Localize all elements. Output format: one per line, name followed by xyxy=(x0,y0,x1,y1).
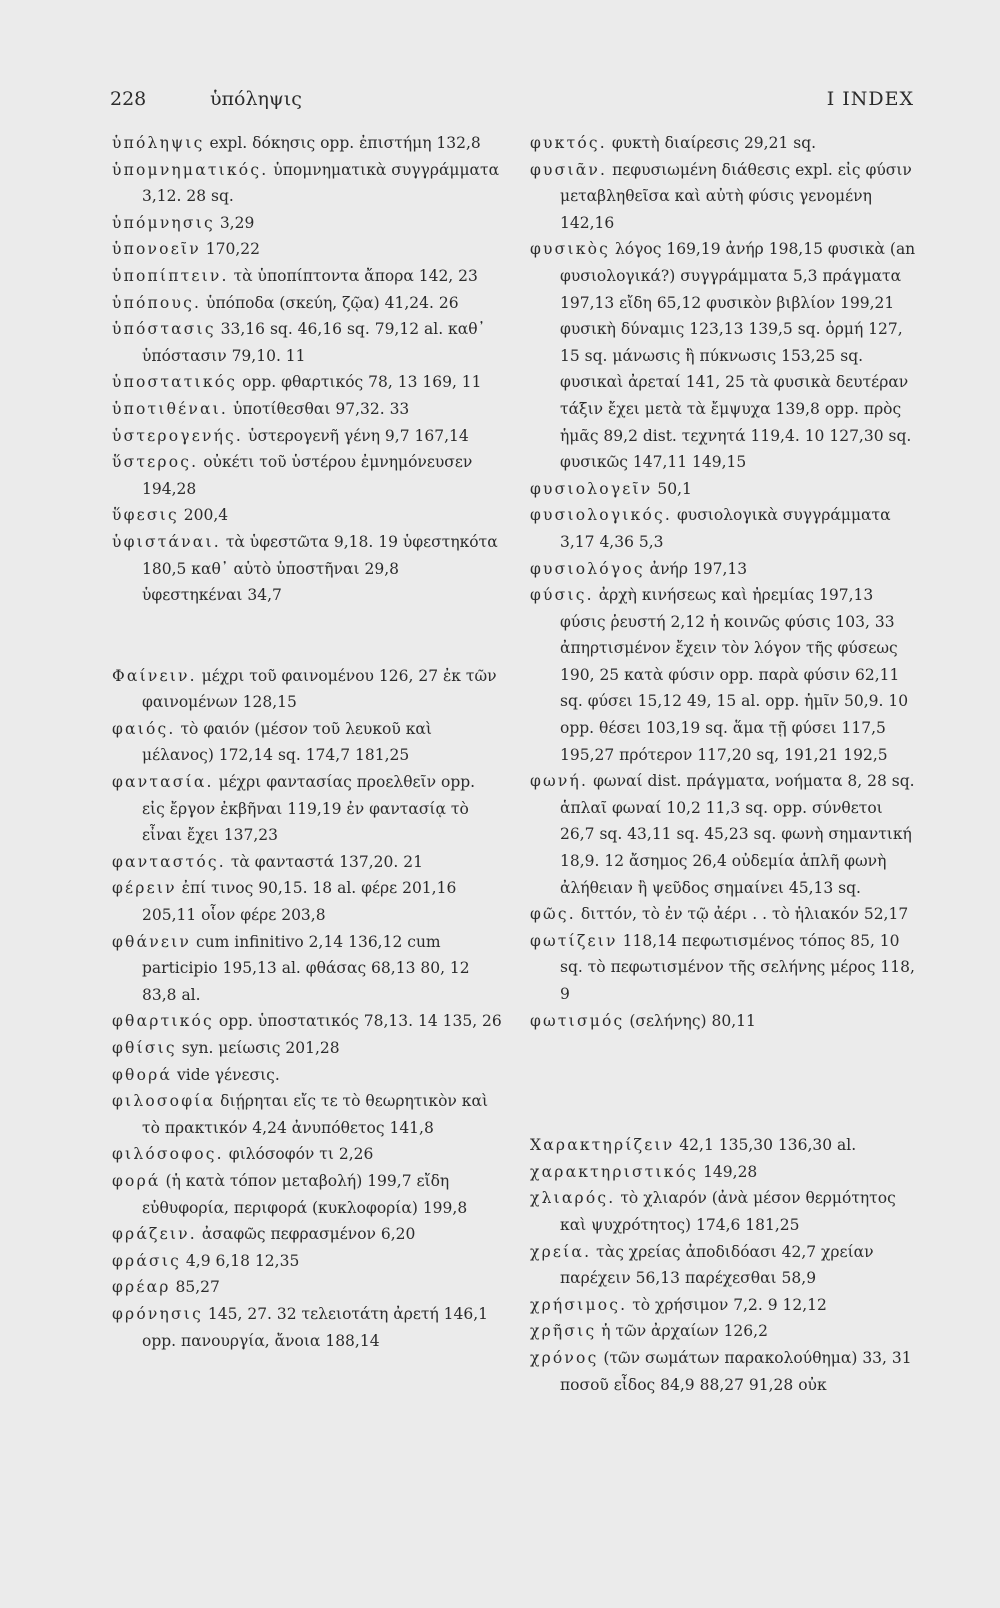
index-entry xyxy=(530,1159,918,1186)
index-entry xyxy=(112,263,502,290)
index-entry xyxy=(530,1132,918,1159)
index-entry xyxy=(530,502,918,555)
index-entry xyxy=(112,1088,502,1141)
entry-lemma: χρήσιμος. xyxy=(530,1295,628,1314)
entry-text: ὑπόποδα (σκεύη, ζῷα) 41,24. 26 xyxy=(206,293,459,312)
entry-lemma: φαντασία. xyxy=(112,773,214,792)
entry-lemma: φορά xyxy=(112,1171,161,1190)
section-title: I INDEX xyxy=(826,88,914,110)
index-entry xyxy=(530,556,918,583)
index-entry xyxy=(112,1221,502,1248)
entry-text: διττόν, τὸ ἐν τῷ ἀέρι . . τὸ ἡλιακόν 52,17 xyxy=(580,905,909,924)
index-entry xyxy=(112,157,502,210)
entry-text: τὸ φαιόν (μέσον τοῦ λευκοῦ καὶ μέλανος) 172,14 sq. 174,7 181,25 xyxy=(142,719,432,765)
entry-lemma: φθίσις xyxy=(112,1039,177,1057)
index-entry xyxy=(112,663,502,716)
entry-text: syn. μείωσις 201,28 xyxy=(181,1039,340,1057)
entry-lemma: ὑφιστάναι. xyxy=(112,532,221,551)
entry-lemma: φυσιᾶν. xyxy=(530,160,608,179)
index-entry xyxy=(112,449,502,502)
index-entry xyxy=(112,130,502,157)
index-entry xyxy=(112,875,502,928)
index-entry xyxy=(112,1141,502,1168)
entry-lemma: φωτίζειν xyxy=(530,931,618,950)
index-entry xyxy=(112,423,502,450)
index-entry xyxy=(530,1345,918,1398)
entry-lemma: ὕφεσις xyxy=(112,506,179,525)
entry-lemma: φιλόσοφος. xyxy=(112,1145,224,1164)
entry-lemma: φυσικὸς xyxy=(530,240,611,259)
index-entry xyxy=(530,157,918,237)
entry-text: 85,27 xyxy=(175,1278,220,1297)
entry-text: opp. φθαρτικός 78, 13 169, 11 xyxy=(242,373,482,392)
entry-text: τὰς χρείας ἀποδιδόασι 42,7 χρείαν παρέχειν 56,13 παρέχεσθαι 58,9 xyxy=(560,1242,874,1288)
entry-text: ὑποτίθεσθαι 97,32. 33 xyxy=(233,399,410,418)
index-entry xyxy=(530,901,918,928)
running-header xyxy=(110,88,914,120)
index-entry xyxy=(112,1062,502,1089)
entry-text: μέχρι φαντασίας προελθεῖν opp. εἰς ἔργον ἐκβῆναι 119,19 ἐν φαντασίᾳ τὸ εἶναι ἔχει 137,23 xyxy=(142,773,476,845)
entry-text: vide γένεσις. xyxy=(177,1065,280,1084)
index-entry xyxy=(112,1035,502,1062)
entry-text: τὸ χλιαρόν (ἀνὰ μέσον θερμότητος καὶ ψυχρότητος) 174,6 181,25 xyxy=(560,1189,896,1234)
index-entry xyxy=(530,1318,918,1345)
entry-text: ἡ τῶν ἀρχαίων 126,2 xyxy=(601,1322,768,1341)
left-column xyxy=(112,130,502,1354)
index-entry xyxy=(530,1185,918,1238)
entry-text: φιλόσοφόν τι 2,26 xyxy=(228,1145,374,1164)
entry-lemma: φθορά xyxy=(112,1065,173,1084)
index-entry xyxy=(112,290,502,317)
entry-text: 3,29 xyxy=(219,213,255,232)
index-entry xyxy=(112,716,502,769)
entry-lemma: φυσιολογεῖν xyxy=(530,479,653,498)
entry-text: expl. δόκησις opp. ἐπιστήμη 132,8 xyxy=(209,134,481,152)
entry-lemma: χρῆσις xyxy=(530,1322,597,1341)
entry-text: 149,28 xyxy=(703,1162,758,1181)
entry-lemma: ὑποστατικός xyxy=(112,373,238,392)
index-entry xyxy=(112,1008,502,1035)
entry-lemma: φανταστός. xyxy=(112,852,226,871)
entry-text: λόγος 169,19 ἀνήρ 198,15 φυσικὰ (an φυσιολογικά?) συγγράμματα 5,3 πράγματα 197,13 εἴδη 65,12 φυσικὸν βιβλίον 199,21 φυσικὴ δύναμις 123,13 139,5 sq. ὁρμή 127, 15 sq. μάνωσις ἢ πύκνωσις 153,25 sq. φυσικαὶ ἀρεταί 141, 25 τὰ φυσικὰ δευτέραν τάξιν ἔχει μετὰ τὰ ἔμψυχα 139,8 opp. πρὸς ἡμᾶς 89,2 dist. τεχνητά 119,4. 10 127,30 sq. φυσικῶς 147,11 149,15 xyxy=(560,240,916,472)
entry-lemma: φυκτός. xyxy=(530,134,607,152)
index-entry xyxy=(112,396,502,423)
entry-lemma: χαρακτηριστικός xyxy=(530,1162,699,1181)
entry-text: τὰ ὑποπίπτοντα ἄπορα 142, 23 xyxy=(233,266,478,285)
index-entry xyxy=(112,316,502,369)
entry-text: 4,9 6,18 12,35 xyxy=(185,1251,300,1270)
entry-lemma: χρόνος xyxy=(530,1348,599,1367)
entry-lemma: φθαρτικός xyxy=(112,1012,214,1031)
entry-lemma: Χαρακτηρίζειν xyxy=(530,1136,675,1155)
index-entry xyxy=(112,529,502,609)
entry-text: 42,1 135,30 136,30 al. xyxy=(679,1136,857,1155)
entry-lemma: φέρειν xyxy=(112,879,177,898)
index-entry xyxy=(530,130,918,157)
entry-text: ἀνήρ 197,13 xyxy=(649,559,748,578)
entry-lemma: ὑποπίπτειν. xyxy=(112,266,229,285)
entry-lemma: φωνή. xyxy=(530,772,589,791)
entry-text: (τῶν σωμάτων παρακολούθημα) 33, 31 ποσοῦ εἶδος 84,9 88,27 91,28 οὐκ xyxy=(560,1348,912,1394)
index-entry xyxy=(112,210,502,237)
index-entry xyxy=(112,369,502,396)
index-entry xyxy=(530,582,918,768)
entry-text: τὰ ὑφεστῶτα 9,18. 19 ὑφεστηκότα 180,5 καθ᾽ αὑτὸ ὑποστῆναι 29,8 ὑφεστηκέναι 34,7 xyxy=(142,532,498,605)
entry-lemma: φωτισμός xyxy=(530,1011,625,1030)
entry-text: 170,22 xyxy=(205,240,261,259)
entry-lemma: φθάνειν xyxy=(112,932,192,951)
entry-lemma: φυσιολογικός. xyxy=(530,506,672,525)
entry-text: πεφυσιωμένη διάθεσις expl. εἰς φύσιν μεταβληθεῖσα καὶ αὐτὴ φύσις γενομένη 142,16 xyxy=(560,160,912,232)
entry-lemma: ὑπονοεῖν xyxy=(112,240,201,259)
entry-text: τὸ χρήσιμον 7,2. 9 12,12 xyxy=(632,1295,827,1314)
entry-text: φυκτὴ διαίρεσις 29,21 sq. xyxy=(611,134,817,152)
entry-text: μέχρι τοῦ φαινομένου 126, 27 ἐκ τῶν φαινομένων 128,15 xyxy=(142,666,497,712)
entry-lemma: φύσις. xyxy=(530,586,594,605)
entry-lemma: ὑπομνηματικός. xyxy=(112,160,269,179)
entry-lemma: Φαίνειν. xyxy=(112,666,197,685)
entry-text: cum infinitivo 2,14 136,12 cum participio 195,13 al. φθάσας 68,13 80, 12 83,8 al. xyxy=(142,932,470,1004)
entry-lemma: ὑπόμνησις xyxy=(112,213,215,232)
entry-lemma: χλιαρός. xyxy=(530,1189,616,1208)
index-entry xyxy=(112,236,502,263)
entry-text: 118,14 πεφωτισμένος τόπος 85, 10 sq. τὸ πεφωτισμένον τῆς σελήνης μέρος 118, 9 xyxy=(560,931,915,1003)
entry-lemma: φιλοσοφία xyxy=(112,1092,216,1111)
entry-lemma: ὑπόπους. xyxy=(112,293,202,312)
entry-lemma: φῶς. xyxy=(530,905,576,924)
running-headword: ὑπόληψις xyxy=(210,88,302,110)
index-entry xyxy=(530,236,918,475)
entry-text: τὰ φανταστά 137,20. 21 xyxy=(230,852,423,871)
entry-lemma: φρόνησις xyxy=(112,1304,203,1323)
index-entry xyxy=(112,1168,502,1221)
index-entry xyxy=(530,928,918,1008)
entry-text: (ἡ κατὰ τόπον μεταβολή) 199,7 εἴδη εὐθυφορία, περιφορά (κυκλοφορία) 199,8 xyxy=(142,1171,468,1217)
entry-text: φυσιολογικὰ συγγράμματα 3,17 4,36 5,3 xyxy=(560,506,891,551)
index-entry xyxy=(530,1008,918,1035)
entry-text: ἐπί τινος 90,15. 18 al. φέρε 201,16 205,11 οἷον φέρε 203,8 xyxy=(142,879,457,925)
entry-lemma: φράζειν. xyxy=(112,1225,197,1244)
entry-lemma: φαιός. xyxy=(112,719,176,738)
index-entry xyxy=(530,768,918,901)
entry-text: ἀρχὴ κινήσεως καὶ ἠρεμίας 197,13 φύσις ῥευστή 2,12 ἡ κοινῶς φύσις 103, 33 ἀπηρτισμένον ἔχειν τὸν λόγον τῆς φύσεως 190, 25 κατὰ φύσιν opp. παρὰ φύσιν 62,11 sq. φύσει 15,12 49, 15 al. opp. ἡμῖν 50,9. 10 opp. θέσει 103,19 sq. ἅμα τῇ φύσει 117,5 195,27 πρότερον 117,20 sq, 191,21 192,5 xyxy=(560,586,909,764)
entry-lemma: ὑστερογενής. xyxy=(112,426,244,445)
index-entry xyxy=(112,1248,502,1275)
entry-text: opp. ὑποστατικός 78,13. 14 135, 26 xyxy=(218,1012,502,1031)
entry-text: 200,4 xyxy=(183,506,229,525)
entry-text: φωναί dist. πράγματα, νοήματα 8, 28 sq. ἁπλαῖ φωναί 10,2 11,3 sq. opp. σύνθετοι 26,7 sq. 43,11 sq. 45,23 sq. φωνὴ σημαντική 18,9. 12 ἄσημος 26,4 οὐδεμία ἁπλῆ φωνὴ ἀλήθειαν ἢ ψεῦδος σημαίνει 45,13 sq. xyxy=(560,772,915,897)
entry-text: οὐκέτι τοῦ ὑστέρου ἐμνημόνευσεν 194,28 xyxy=(142,453,473,498)
index-entry xyxy=(112,1301,502,1354)
entry-text: 50,1 xyxy=(657,479,692,498)
index-entry xyxy=(112,929,502,1009)
index-entry xyxy=(530,476,918,503)
entry-lemma: φράσις xyxy=(112,1251,181,1270)
index-entry xyxy=(112,1274,502,1301)
entry-lemma: φρέαρ xyxy=(112,1278,171,1297)
entry-lemma: ὑπόληψις xyxy=(112,134,205,152)
entry-lemma: ὑποτιθέναι. xyxy=(112,399,229,418)
index-entry xyxy=(530,1239,918,1292)
entry-text: ἀσαφῶς πεφρασμένον 6,20 xyxy=(201,1225,416,1244)
entry-lemma: ὑπόστασις xyxy=(112,320,216,339)
entry-lemma: χρεία. xyxy=(530,1242,592,1261)
page-number: 228 xyxy=(110,88,147,110)
entry-lemma: φυσιολόγος xyxy=(530,559,645,578)
index-entry xyxy=(112,502,502,529)
index-entry xyxy=(112,849,502,876)
entry-text: ὑστερογενῆ γένη 9,7 167,14 xyxy=(248,426,469,445)
entry-text: διῄρηται εἴς τε τὸ θεωρητικὸν καὶ τὸ πρακτικόν 4,24 ἀνυπόθετος 141,8 xyxy=(142,1092,489,1137)
entry-text: 145, 27. 32 τελειοτάτη ἀρετή 146,1 opp. πανουργία, ἄνοια 188,14 xyxy=(142,1304,489,1350)
entry-text: ὑπομνηματικὰ συγγράμματα 3,12. 28 sq. xyxy=(142,160,500,206)
index-entry xyxy=(112,769,502,849)
entry-text: 33,16 sq. 46,16 sq. 79,12 al. καθ᾽ ὑπόστασιν 79,10. 11 xyxy=(142,320,486,365)
entry-text: (σελήνης) 80,11 xyxy=(629,1011,756,1030)
right-column xyxy=(530,130,918,1398)
entry-lemma: ὕστερος. xyxy=(112,453,199,472)
index-entry xyxy=(530,1292,918,1319)
